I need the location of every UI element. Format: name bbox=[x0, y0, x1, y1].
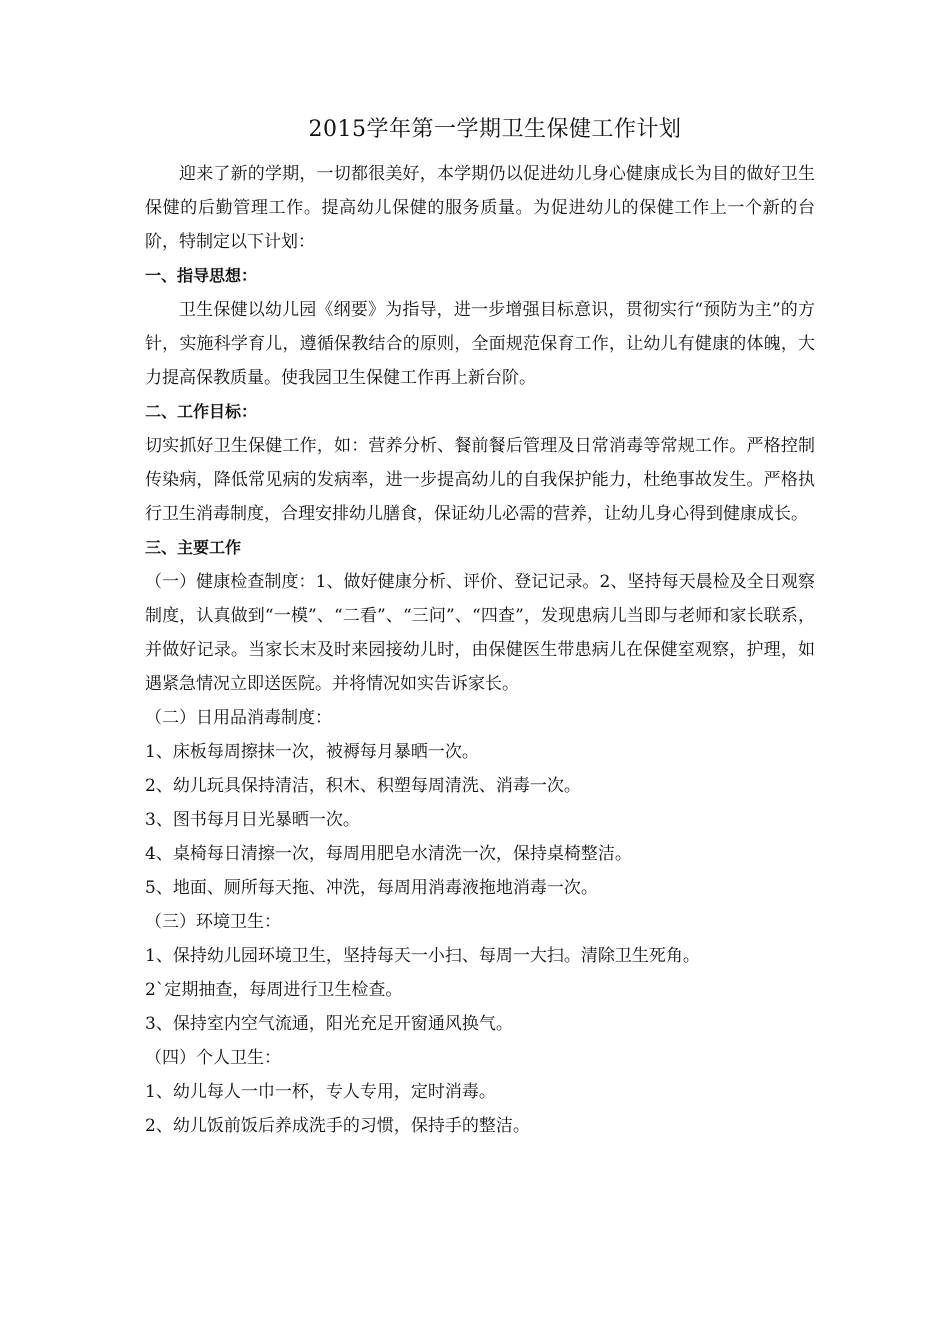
list-item: 2、幼儿饭前饭后养成洗手的习惯，保持手的整洁。 bbox=[145, 1116, 530, 1136]
document-title: 2015学年第一学期卫生保健工作计划 bbox=[308, 117, 682, 142]
intro-paragraph: 迎来了新的学期，一切都很美好，本学期仍以促进幼儿身心健康成长为目的做好卫生保健的后勤管理工作。提高幼儿保健的服务质量。为促进幼儿的保健工作上一个新的台阶，特制定以下计划： bbox=[145, 164, 815, 252]
environment-heading: （三）环境卫生： bbox=[145, 912, 281, 932]
section-2-body: 切实抓好卫生保健工作，如：营养分析、餐前餐后管理及日常消毒等常规工作。严格控制传染病，降低常见病的发病率，进一步提高幼儿的自我保护能力，杜绝事故发生。严格执行卫生消毒制度，合理安排幼儿膳食，保证幼儿必需的营养，让幼儿身心得到健康成长。 bbox=[145, 436, 815, 524]
section-3-heading: 三、主要工作 bbox=[145, 538, 242, 557]
section-1-body: 卫生保健以幼儿园《纲要》为指导，进一步增强目标意识，贯彻实行“预防为主”的方针，实施科学育儿，遵循保教结合的原则，全面规范保育工作，让幼儿有健康的体魄，大力提高保教质量。使我园卫生保健工作再上新台阶。 bbox=[145, 300, 815, 388]
disinfection-heading: （二）日用品消毒制度： bbox=[145, 708, 332, 728]
list-item: 3、图书每月日光暴晒一次。 bbox=[145, 810, 360, 830]
list-item: 2`定期抽查，每周进行卫生检查。 bbox=[145, 980, 403, 1000]
list-item: 3、保持室内空气流通，阳光充足开窗通风换气。 bbox=[145, 1014, 513, 1034]
list-item: 1、保持幼儿园环境卫生，坚持每天一小扫、每周一大扫。清除卫生死角。 bbox=[145, 946, 700, 966]
document-page bbox=[145, 115, 815, 1143]
section-2-heading: 二、工作目标： bbox=[145, 402, 258, 421]
section-1-heading: 一、指导思想： bbox=[145, 266, 258, 285]
health-check-paragraph: （一）健康检查制度：1、做好健康分析、评价、登记记录。2、坚持每天晨检及全日观察制度，认真做到“一模”、“二看”、“三问”、“四查”，发现患病儿当即与老师和家长联系，并做好记录。当家长末及时来园接幼儿时，由保健医生带患病儿在保健室观察，护理，如遇紧急情况立即送医院。并将情况如实告诉家长。 bbox=[145, 572, 815, 694]
list-item: 1、床板每周擦抹一次，被褥每月暴晒一次。 bbox=[145, 742, 479, 762]
list-item: 2、幼儿玩具保持清洁，积木、积塑每周清洗、消毒一次。 bbox=[145, 776, 581, 796]
list-item: 5、地面、厕所每天拖、冲洗，每周用消毒液拖地消毒一次。 bbox=[145, 878, 598, 898]
list-item: 4、桌椅每日清擦一次，每周用肥皂水清洗一次，保持桌椅整洁。 bbox=[145, 844, 632, 864]
personal-hygiene-heading: （四）个人卫生： bbox=[145, 1048, 281, 1068]
list-item: 1、幼儿每人一巾一杯，专人专用，定时消毒。 bbox=[145, 1082, 496, 1102]
